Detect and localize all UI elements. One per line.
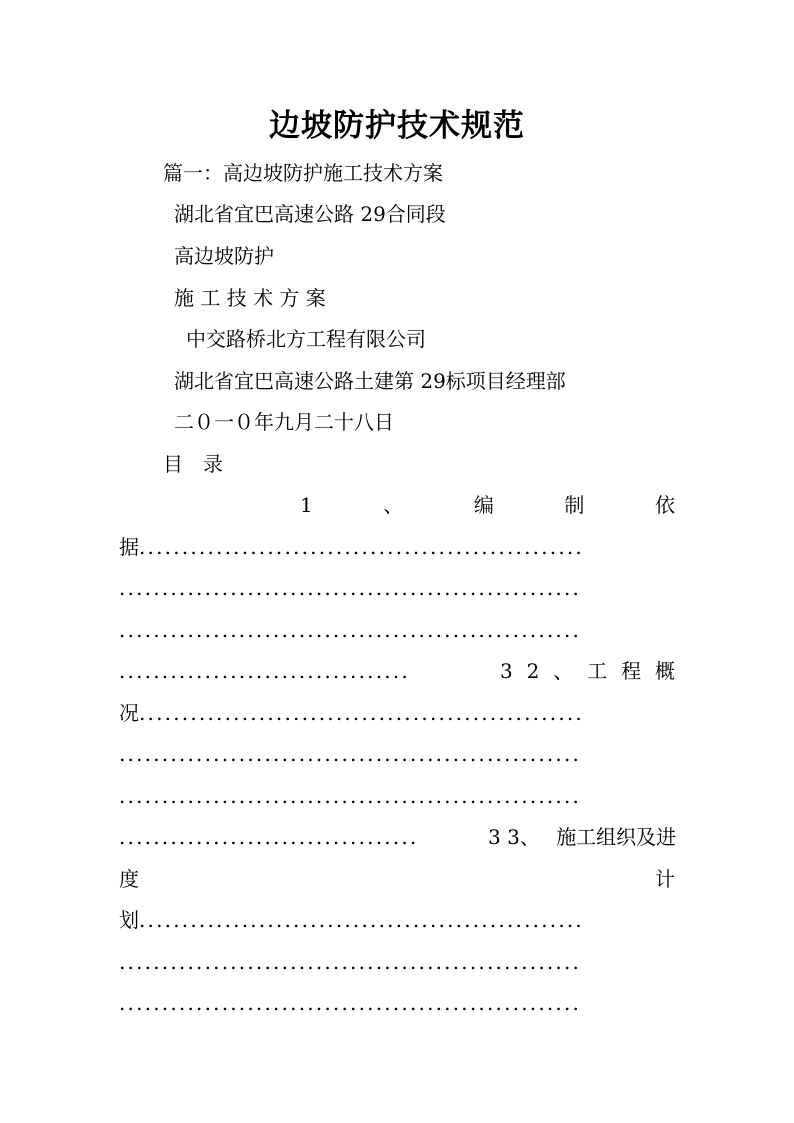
date-line: 二０一０年九月二十八日 — [174, 410, 394, 434]
toc-item-2-number: 2 — [526, 659, 540, 683]
toc-item-1-separator: 、 — [383, 493, 404, 517]
toc-item-1-leader-1: 据.................................................... — [119, 535, 584, 559]
toc-item-2-leader-4: ................................... — [119, 825, 419, 849]
toc-item-2-page: 3 — [488, 825, 501, 849]
toc-item-2-leader-3: ...................................................... — [119, 784, 582, 808]
toc-item-2-char-2: 程 — [621, 659, 642, 683]
toc-item-1-tail: 据 — [119, 535, 139, 559]
toc-item-3-char-2: 计 — [655, 867, 675, 891]
department-line: 湖北省宜巴高速公路土建第 29标项目经理部 — [174, 369, 566, 393]
toc-item-3-heading — [488, 824, 676, 850]
plan-line: 施 工 技 术 方 案 — [174, 286, 326, 310]
article-heading: 篇一：高边坡防护施工技术方案 — [163, 161, 443, 185]
toc-item-2-separator: 、 — [553, 659, 574, 683]
toc-item-3-leader-2: ...................................................... — [119, 950, 582, 974]
toc-item-1-char-2: 制 — [564, 493, 585, 517]
project-line: 湖北省宜巴高速公路 29合同段 — [174, 202, 446, 226]
toc-item-2-leader-2: ...................................................... — [119, 742, 582, 766]
toc-heading: 目 录 — [163, 452, 223, 476]
toc-item-1-number: 1 — [300, 493, 313, 517]
toc-item-1-leader-2: ...................................................... — [119, 576, 582, 600]
toc-item-2-tail: 况 — [119, 701, 139, 725]
toc-item-3-tail: 划 — [119, 908, 139, 932]
toc-item-2-char-1: 工 — [587, 659, 608, 683]
toc-item-3-leader-1: 划.................................................... — [119, 908, 584, 932]
toc-item-3-continued — [119, 866, 675, 892]
toc-item-1-leader-3: ...................................................... — [119, 618, 582, 642]
toc-item-3-leader-3: ...................................................... — [119, 991, 582, 1015]
toc-item-1-heading — [300, 492, 675, 518]
toc-item-3-text: 施工组织及进 — [556, 825, 677, 849]
company-line: 中交路桥北方工程有限公司 — [186, 327, 426, 351]
toc-item-2-char-3: 概 — [655, 659, 675, 683]
toc-item-1-page: 3 — [500, 659, 513, 683]
toc-item-3-separator: 、 — [519, 825, 540, 849]
toc-item-1-char-1: 编 — [473, 493, 494, 517]
toc-item-2-leader-1: 况.................................................... — [119, 701, 584, 725]
toc-item-1-char-3: 依 — [654, 493, 675, 517]
toc-item-3-char-1: 度 — [119, 867, 139, 891]
subject-line: 高边坡防护 — [174, 244, 274, 268]
toc-item-2-heading — [500, 658, 675, 684]
document-title: 边坡防护技术规范 — [269, 108, 525, 144]
toc-item-3-number: 3 — [507, 825, 520, 849]
toc-item-1-leader-4: .................................. — [119, 659, 410, 683]
